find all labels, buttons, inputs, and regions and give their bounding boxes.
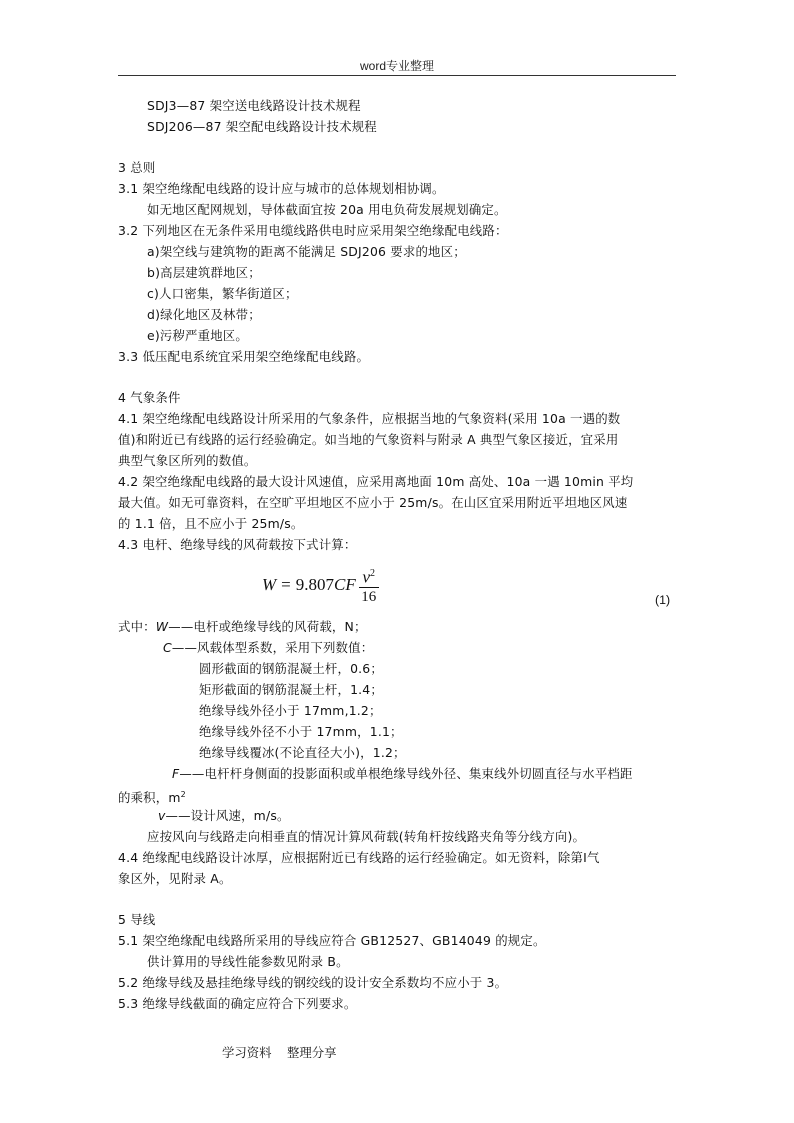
list-item: e)污秽严重地区。 [147, 328, 248, 343]
header-rule [118, 75, 676, 76]
list-item: 绝缘导线外径小于 17mm,1.2； [199, 703, 382, 718]
paragraph-line: 5.2 绝缘导线及悬挂绝缘导线的钢绞线的设计安全系数均不应小于 3。 [118, 975, 508, 990]
paragraph-line: 4.1 架空绝缘配电线路设计所采用的气象条件，应根据当地的气象资料(采用 10a 一遇的数 [118, 411, 621, 426]
paragraph-line: 如无地区配网规划，导体截面宜按 20a 用电负荷发展规划确定。 [147, 202, 507, 217]
page-header: word专业整理 [359, 59, 434, 73]
list-item: c)人口密集，繁华街道区； [147, 286, 298, 301]
definition-line: 的乘积，$m^2$ [118, 790, 186, 806]
definition-line: C——风载体型系数，采用下列数值： [163, 640, 374, 655]
definition-line: F——电杆杆身侧面的投影面积或单根绝缘导线外径、集束线外切圆直径与水平档距 [172, 766, 633, 781]
paragraph-line: 象区外，见附录 A。 [118, 871, 232, 886]
paragraph-line: 5.3 绝缘导线截面的确定应符合下列要求。 [118, 996, 357, 1011]
paragraph-line: 3.3 低压配电系统宜采用架空绝缘配电线路。 [118, 349, 370, 364]
section-heading: 3 总则 [118, 160, 156, 175]
paragraph-line: 应按风向与线路走向相垂直的情况计算风荷载(转角杆按线路夹角等分线方向)。 [147, 829, 586, 844]
formula-coefficient: 9.807 [295, 575, 335, 595]
ref-line: SDJ206—87 架空配电线路设计技术规程 [147, 119, 377, 134]
paragraph-line: 最大值。如无可靠资料，在空旷平坦地区不应小于 25m/s。在山区宜采用附近平坦地区风速 [118, 495, 628, 510]
section-heading: 4 气象条件 [118, 390, 181, 405]
list-item: 矩形截面的钢筋混凝土杆，1.4； [199, 682, 383, 697]
paragraph-line: 3.1 架空绝缘配电线路的设计应与城市的总体规划相协调。 [118, 181, 445, 196]
equation-number: (1) [655, 593, 671, 607]
list-item: d)绿化地区及林带； [147, 307, 261, 322]
paragraph-line: 值)和附近已有线路的运行经验确定。如当地的气象资料与附录 A 典型气象区接近，宜采用 [118, 432, 619, 447]
formula-fraction [359, 565, 379, 606]
definition-line: v——设计风速，m/s。 [158, 808, 290, 823]
wind-load-formula [262, 565, 379, 606]
page-footer: 学习资料 整理分享 [222, 1046, 337, 1060]
paragraph-line: 3.2 下列地区在无条件采用电缆线路供电时应采用架空绝缘配电线路： [118, 223, 508, 238]
paragraph-line: 5.1 架空绝缘配电线路所采用的导线应符合 GB12527、GB14049 的规定。 [118, 933, 546, 948]
formula-equals: = [281, 575, 291, 595]
formula-numerator: $v^2$ [362, 567, 376, 587]
list-item: 绝缘导线覆冰(不论直径大小)，1.2； [199, 745, 406, 760]
ref-line: SDJ3—87 架空送电线路设计技术规程 [147, 98, 361, 113]
paragraph-line: 4.4 绝缘配电线路设计冰厚，应根据附近已有线路的运行经验确定。如无资料，除第Ⅰ气 [118, 850, 600, 865]
list-item: 圆形截面的钢筋混凝土杆，0.6； [199, 661, 383, 676]
definition-line: 式中：W——电杆或绝缘导线的风荷载，N； [118, 619, 367, 634]
formula-cf: CF [334, 575, 356, 595]
paragraph-line: 供计算用的导线性能参数见附录 B。 [147, 954, 349, 969]
paragraph-line: 4.2 架空绝缘配电线路的最大设计风速值，应采用离地面 10m 高处、10a 一遇 10min 平均 [118, 474, 634, 489]
formula-denominator: 16 [361, 588, 377, 605]
paragraph-line: 典型气象区所列的数值。 [118, 453, 257, 468]
list-item: b)高层建筑群地区； [147, 265, 261, 280]
list-item: a)架空线与建筑物的距离不能满足 SDJ206 要求的地区； [147, 244, 466, 259]
paragraph-line: 4.3 电杆、绝缘导线的风荷载按下式计算： [118, 537, 357, 552]
formula-lhs: W [262, 575, 277, 595]
paragraph-line: 的 1.1 倍，且不应小于 25m/s。 [118, 516, 304, 531]
list-item: 绝缘导线外径不小于 17mm，1.1； [199, 724, 403, 739]
section-heading: 5 导线 [118, 912, 156, 927]
